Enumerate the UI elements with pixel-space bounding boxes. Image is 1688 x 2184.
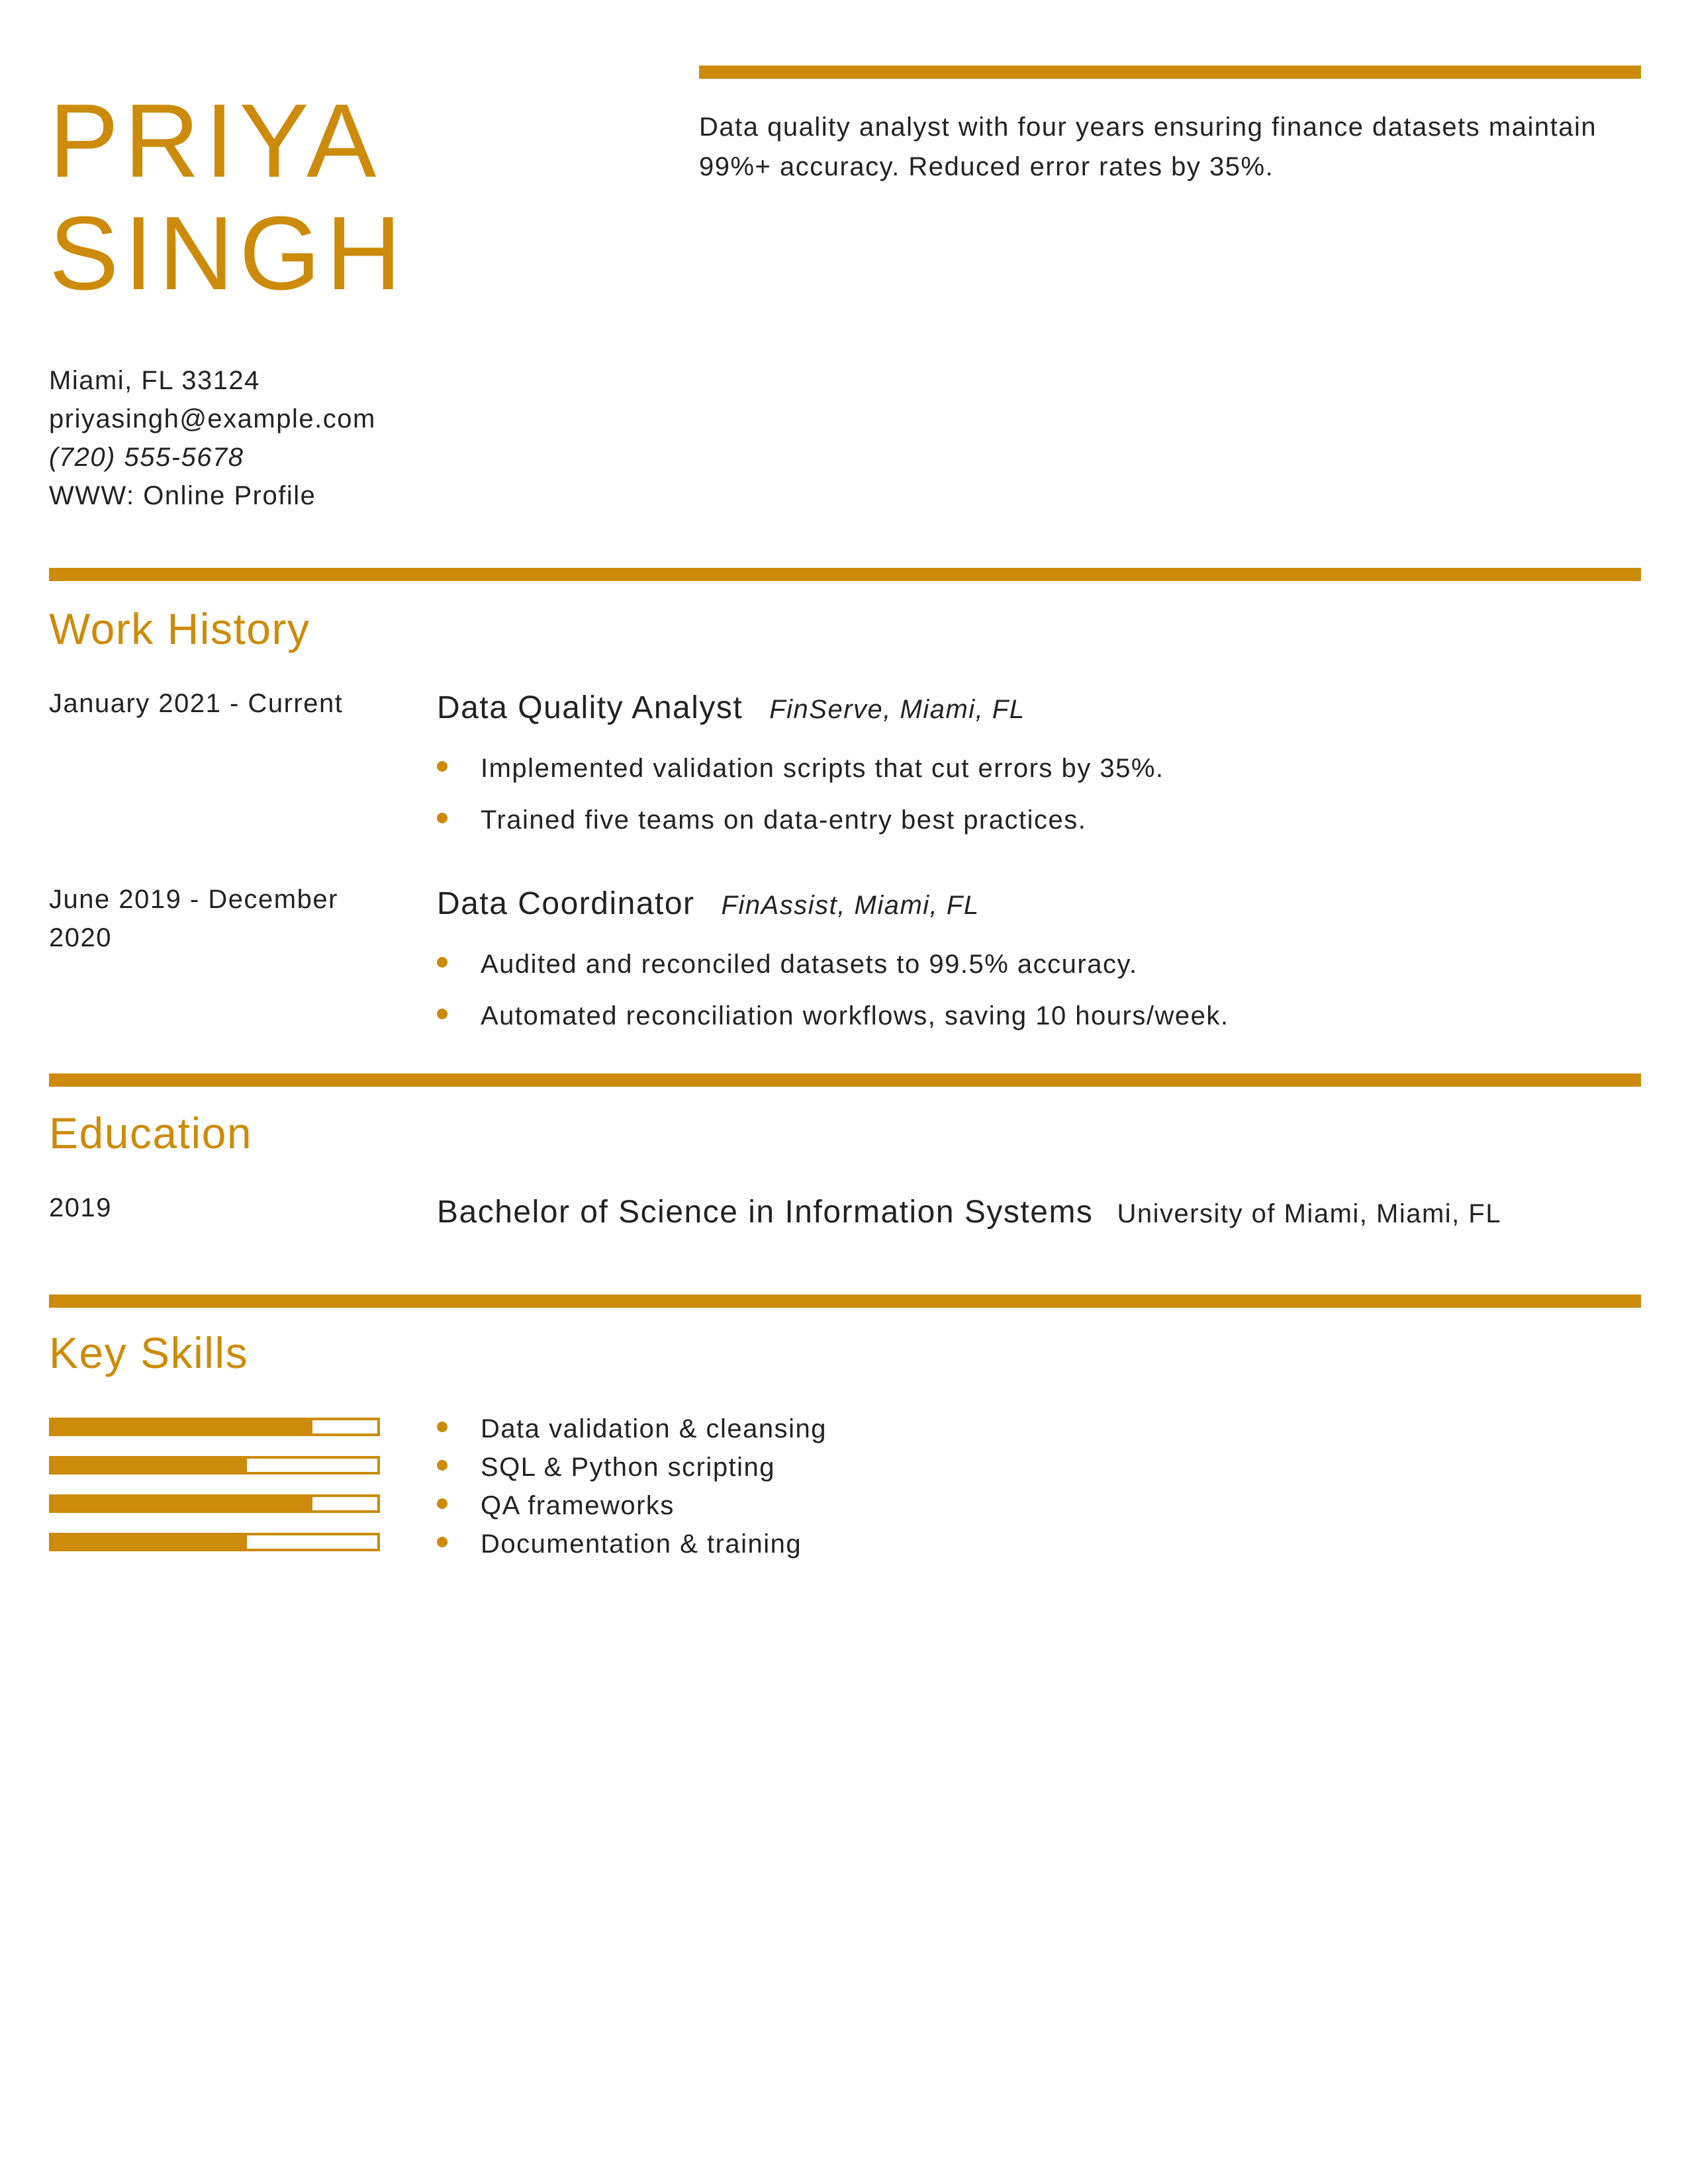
job-2-company: FinAssist, Miami, FL — [721, 891, 980, 920]
key-skills-title: Key Skills — [49, 1328, 249, 1377]
contact-block — [49, 361, 376, 515]
list-item: Audited and reconciled datasets to 99.5% accuracy. — [437, 948, 1229, 999]
skill-level-fill — [52, 1497, 312, 1510]
job-2-header — [437, 886, 980, 922]
job-1-title: Data Quality Analyst — [437, 690, 743, 725]
bullet-icon — [437, 1498, 447, 1509]
job-2-bullets — [437, 948, 1229, 1051]
professional-summary: Data quality analyst with four years ensuring finance datasets maintain 99%+ accuracy. Reduced error rates by 35%. — [699, 113, 1597, 181]
list-item: SQL & Python scripting — [437, 1451, 827, 1489]
job-2-title: Data Coordinator — [437, 886, 695, 921]
skill-level-bar — [49, 1533, 380, 1551]
skill-level-bar — [49, 1418, 380, 1436]
education-header — [437, 1194, 1501, 1230]
list-item: Implemented validation scripts that cut errors by 35%. — [437, 752, 1164, 803]
contact-address: Miami, FL 33124 — [49, 366, 260, 395]
candidate-name — [49, 85, 406, 310]
contact-phone[interactable]: (720) 555-5678 — [49, 443, 244, 472]
summary-top-rule — [699, 66, 1641, 79]
skill-level-bar — [49, 1494, 380, 1513]
education-rule — [49, 1073, 1641, 1087]
work-history-title: Work History — [49, 604, 310, 653]
bullet-icon — [437, 957, 447, 968]
education-year: 2019 — [49, 1193, 112, 1222]
contact-website[interactable]: WWW: Online Profile — [49, 481, 316, 510]
bullet-icon — [437, 1422, 447, 1432]
education-school: University of Miami, Miami, FL — [1117, 1199, 1502, 1228]
bullet-icon — [437, 1460, 447, 1471]
first-name: PRIYA — [49, 83, 382, 199]
bullet-icon — [437, 1537, 447, 1547]
bullet-icon — [437, 761, 447, 772]
key-skills-rule — [49, 1295, 1641, 1308]
skill-level-fill — [52, 1459, 247, 1472]
skill-level-bar — [49, 1456, 380, 1475]
education-degree: Bachelor of Science in Information Systems — [437, 1195, 1094, 1230]
last-name: SINGH — [49, 195, 407, 312]
job-1-dates: January 2021 - Current — [49, 689, 344, 718]
skill-level-fill — [52, 1535, 247, 1549]
job-2-dates: June 2019 - December 2020 — [49, 885, 338, 952]
job-1-bullets — [437, 752, 1164, 855]
skill-level-fill — [52, 1420, 312, 1433]
list-item: Trained five teams on data-entry best practices. — [437, 803, 1164, 855]
work-history-rule — [49, 568, 1641, 581]
contact-email[interactable]: priyasingh@example.com — [49, 404, 376, 433]
list-item: Documentation & training — [437, 1527, 827, 1566]
bullet-icon — [437, 1009, 447, 1019]
list-item: Data validation & cleansing — [437, 1412, 827, 1451]
skills-list — [437, 1412, 827, 1566]
list-item: QA frameworks — [437, 1489, 827, 1527]
job-1-header — [437, 690, 1025, 726]
job-1-company: FinServe, Miami, FL — [769, 695, 1025, 724]
education-title: Education — [49, 1109, 253, 1158]
bullet-icon — [437, 813, 447, 823]
list-item: Automated reconciliation workflows, saving 10 hours/week. — [437, 999, 1229, 1051]
